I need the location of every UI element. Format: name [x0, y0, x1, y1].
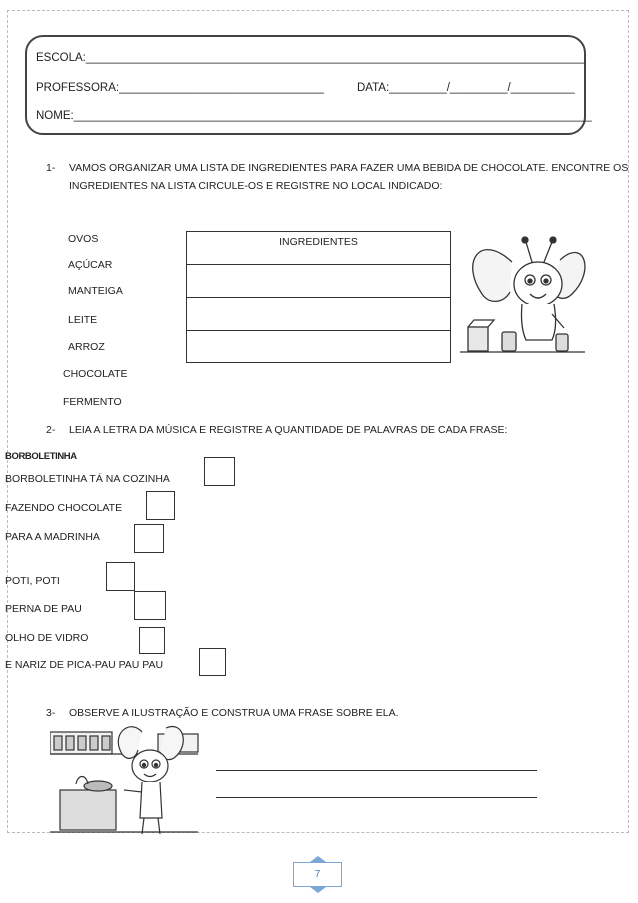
date-field[interactable]: DATA:_________/_________/__________ [357, 82, 575, 94]
name-field[interactable]: NOME:_________________________________________________________________________________ [36, 110, 592, 122]
q2-number: 2- [46, 424, 56, 436]
q3-text: OBSERVE A ILUSTRAÇÃO E CONSTRUA UMA FRASE SOBRE ELA. [69, 707, 399, 719]
table-row[interactable] [187, 265, 450, 298]
song-line: E NARIZ DE PICA-PAU PAU PAU [5, 659, 164, 671]
table-row[interactable] [187, 298, 450, 331]
q3-number: 3- [46, 707, 56, 719]
song-line: POTI, POTI [5, 575, 60, 587]
table-row[interactable] [187, 331, 450, 362]
song-line: PARA A MADRINHA [5, 531, 100, 543]
word-count-box[interactable] [146, 491, 175, 520]
song-line: OLHO DE VIDRO [5, 632, 89, 644]
answer-line[interactable] [216, 770, 537, 771]
ingredient-option[interactable]: ARROZ [68, 341, 105, 353]
ingredients-table [186, 231, 451, 363]
q1-number: 1- [46, 162, 56, 174]
word-count-box[interactable] [134, 591, 166, 620]
butterfly-cooking-illustration-icon [460, 232, 590, 357]
word-count-box[interactable] [139, 627, 165, 654]
ingredient-option[interactable]: FERMENTO [63, 396, 122, 408]
teacher-field[interactable]: PROFESSORA:________________________________ [36, 82, 324, 94]
q1-text-line2: INGREDIENTES NA LISTA CIRCULE-OS E REGISTRE NO LOCAL INDICADO: [69, 180, 443, 192]
word-count-box[interactable] [106, 562, 135, 591]
ingredient-option[interactable]: MANTEIGA [68, 285, 123, 297]
song-title: BORBOLETINHA [5, 451, 77, 462]
table-header: INGREDIENTES [279, 236, 358, 248]
q2-text: LEIA A LETRA DA MÚSICA E REGISTRE A QUANTIDADE DE PALAVRAS DE CADA FRASE: [69, 424, 508, 436]
song-line: PERNA DE PAU [5, 603, 82, 615]
page-number: 7 [293, 862, 342, 887]
word-count-box[interactable] [134, 524, 164, 553]
song-line: BORBOLETINHA TÁ NA COZINHA [5, 473, 170, 485]
ingredient-option[interactable]: AÇÚCAR [68, 259, 113, 271]
word-count-box[interactable] [199, 648, 226, 676]
school-field[interactable]: ESCOLA:______________________________________________________________________________ [36, 52, 585, 64]
q1-text-line1: VAMOS ORGANIZAR UMA LISTA DE INGREDIENTES PARA FAZER UMA BEBIDA DE CHOCOLATE. ENCONTRE OS [69, 162, 629, 174]
ingredient-option[interactable]: LEITE [68, 314, 98, 326]
butterfly-kitchen-illustration-icon [50, 724, 200, 836]
ingredient-option[interactable]: CHOCOLATE [63, 368, 128, 380]
song-line: FAZENDO CHOCOLATE [5, 502, 123, 514]
word-count-box[interactable] [204, 457, 235, 486]
ingredient-option[interactable]: OVOS [68, 233, 99, 245]
table-header-row [187, 232, 450, 265]
answer-line[interactable] [216, 797, 537, 798]
